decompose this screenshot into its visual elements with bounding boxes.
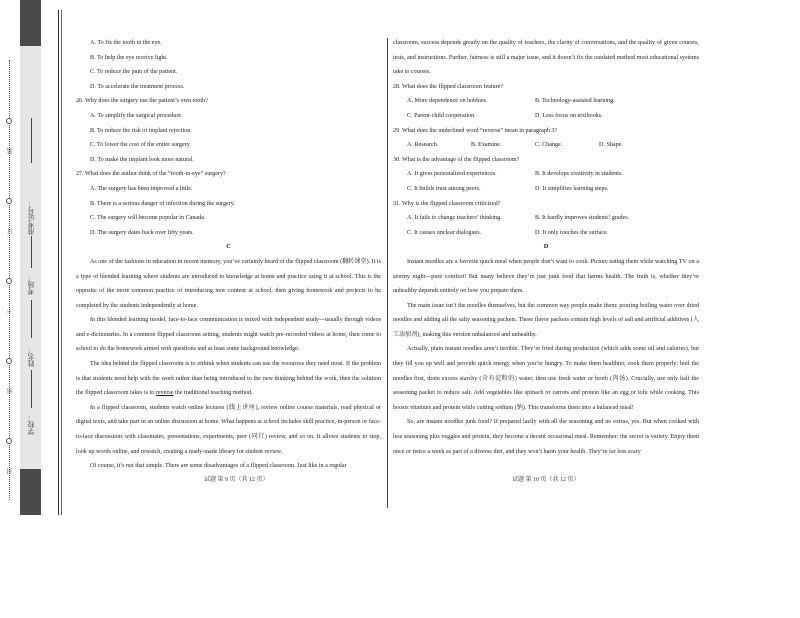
q27-option-a: A. The surgery has been improved a little.	[90, 185, 193, 192]
passage-d-paragraph-1: Instant noodles are a favorite quick meal when people don’t want to cook. Picture eating them while watching TV on a stormy night—pure comfort! But many believe they’re just junk food that harms health. The truth is, whether they’re unhealthy depends entirely on how you prepare them.	[393, 258, 699, 295]
q28-option-c: C. Parent-child cooperation.	[407, 112, 476, 119]
question-28: 28. What does the flipped classroom feature?	[393, 83, 504, 90]
q28-options-row-2	[393, 109, 699, 124]
section-c-heading: C	[226, 243, 231, 251]
section-d-heading: D	[543, 243, 549, 251]
binding-strip	[0, 0, 62, 515]
q30-option-c: C. It builds trust among peers.	[407, 185, 481, 192]
q28-option-a: A. More dependence on hobbies.	[407, 98, 488, 105]
exam-room-label: 考场：	[27, 274, 35, 295]
q26-option-d: D. To make the implant look more natural.	[90, 156, 194, 163]
question-27: 27. What does the author think of the “tooth-in-eye” surgery?	[76, 171, 226, 178]
q30-option-b: B. It develops creativity in students.	[535, 171, 623, 178]
name-label: 姓名：	[27, 346, 35, 367]
exam-number-label: 准考证号：	[27, 200, 35, 235]
q31-options-row-1	[393, 211, 699, 226]
q26-option-a: A. To simplify the surgical procedure.	[90, 112, 183, 119]
binding-tag: 密	[7, 388, 14, 394]
exam-number-blank	[31, 118, 32, 163]
paragraph-3-text-end: the traditional teaching method.	[173, 390, 253, 397]
passage-c-continued: classroom, success depends greatly on the quality of teachers, the clarity of conversations, and the quality of given courses, tests, and instructions. Further, fairness is still a major issue, and it doesn’t fix the outdated method most educational systems take to courses.	[393, 40, 699, 76]
q31-option-a: A. It fails to change teachers’ thinking.	[407, 215, 502, 222]
q29-option-a: A. Research.	[407, 142, 439, 149]
q29-option-d: D. Shape.	[599, 142, 623, 149]
q30-options-row-1	[393, 167, 699, 182]
question-30: 30. What is the advantage of the flipped classroom?	[393, 156, 520, 163]
exam-room-blank	[31, 236, 32, 268]
passage-c-paragraph-3	[76, 357, 381, 401]
passage-c-paragraph-5: Of course, it’s not that simple. There are some disadvantages of a flipped classroom. Just like in a regular	[90, 463, 347, 470]
passage-c-paragraph-4: In a flipped classroom, students watch online lectures (线上讲座), review online course materials, read physical or digital texts, and take part in an online discussion at home. What happens at school includes skill practice, in-person or face-to-face discussions with classmates, presentations, experiments, peer (同行) review, and so on. It allows students to stop, look up words online, and rewatch, creating a ready-made library for student review.	[76, 404, 381, 455]
q30-option-a: A. It gives personalized experiences.	[407, 171, 497, 178]
school-blank	[31, 370, 32, 408]
q31-option-b: B. It hardly improves students’ grades.	[535, 215, 630, 222]
q27-option-c: C. The surgery will become popular in Canada.	[90, 215, 206, 222]
binding-hole-icon	[6, 198, 12, 204]
q30-options-row-2	[393, 182, 699, 197]
q25-option-c: C. To reduce the pain of the patient.	[90, 69, 178, 76]
school-label: 学校：	[27, 414, 35, 435]
binding-border-line	[61, 10, 62, 515]
passage-c-paragraph-1: As one of the fashions in education in recent memory, you’ve certainly heard of the flipped classroom (翻转课堂). It is a type of blended learning where students are introduced to knowledge at home and practice using it at school. This is the opposite of the more common practice of introducing new content at school, then giving homework and projects to be completed by the students independently at home.	[76, 258, 381, 309]
paragraph-3-text: The idea behind the flipped classroom is to rethink when students can use the resources they need most. If the problem is that students need help with the work rather than being introduced to the new thinking behind the work, then the solution the flipped classroom takes is to	[76, 361, 381, 397]
q25-option-d: D. To accelerate the treatment process.	[90, 83, 185, 90]
q31-options-row-2	[393, 226, 699, 241]
q27-option-b: B. There is a serious danger of infection during the surgery.	[90, 200, 235, 207]
binding-tag: 订	[7, 228, 14, 234]
q26-option-c: C. To lower the cost of the entire surgery.	[90, 142, 191, 149]
page-footer-right: 试题 第 10 页（共 12 页）	[512, 477, 580, 483]
column-divider	[387, 38, 388, 508]
binding-tag: 封	[7, 468, 14, 474]
question-29: 29. What does the underlined word “reverse” mean in paragraph 3?	[393, 127, 558, 134]
binding-dark-block	[20, 0, 41, 46]
q28-option-b: B. Technology-assisted learning.	[535, 98, 615, 105]
q31-option-d: D. It only touches the surface.	[535, 229, 609, 236]
binding-tag: 不	[7, 308, 14, 314]
binding-dark-block	[20, 469, 41, 515]
q25-option-b: B. To help the eye receive light.	[90, 54, 168, 61]
left-column	[76, 36, 381, 474]
binding-hole-icon	[6, 118, 12, 124]
q28-option-d: D. Less focus on textbooks.	[535, 112, 603, 119]
question-26: 26. Why does the surgery use the patient’s own tooth?	[76, 98, 208, 105]
passage-c-paragraph-2: In this blended learning model, face-to-face communication is mixed with independent study—usually through videos and e-dictionaries. In a common flipped classroom setting, students might watch pre-recorded videos at home, then come to school to do the homework armed with questions and at least some background knowledge.	[76, 317, 381, 353]
binding-hole-icon	[6, 438, 12, 444]
q26-option-b: B. To reduce the risk of implant rejection.	[90, 127, 192, 134]
binding-hole-icon	[6, 358, 12, 364]
question-31: 31. Why is the flipped classroom criticized?	[393, 200, 501, 207]
passage-d-paragraph-2: The main issue isn’t the noodles themselves, but the common way people make them: pouring boiling water over dried noodles and adding all the salty seasoning packets. These flavor packets contain high levels of salt and artificial additives (人工添加剂), making this version unbalanced and unhealthy.	[393, 302, 699, 338]
q29-option-c: C. Change.	[535, 142, 563, 149]
binding-hole-icon	[6, 278, 12, 284]
right-column	[393, 36, 699, 459]
q27-option-d: D. The surgery dates back over fifty years.	[90, 229, 194, 236]
binding-tag: 装	[7, 148, 14, 154]
q29-option-b: B. Examine.	[471, 142, 502, 149]
q30-option-d: D. It simplifies learning steps.	[535, 185, 609, 192]
binding-border-line	[58, 10, 59, 515]
q28-options-row-1	[393, 94, 699, 109]
passage-d-paragraph-3: Actually, plain instant noodles aren’t terrible. They’re fried during production (which adds some oil and calories), but they fill you up well and provide quick energy when you’re hungry. To make them healthier, cook them properly: boil the noodles first, drain excess starchy (含有淀粉的) water, then use fresh water or broth (肉汤). Crucially, use only half the seasoning packet to reduce salt. Add vegetables like spinach or carrots and protein like an egg or tofu while cooking. This boosts vitamins and protein while cutting sodium (钠). This transforms them into a balanced meal!	[393, 346, 699, 411]
passage-d-paragraph-4: So, are instant noodles junk food? If prepared lazily with all the seasoning and no extras, yes. But when cooked with less seasoning plus veggies and protein, they become a decent occasional meal. Remember: the secret is variety. Enjoy them once or twice a week as part of a diverse diet, and they won’t harm your health. They’re far less scary	[393, 419, 699, 455]
q25-option-a: A. To fix the tooth in the eye.	[90, 40, 162, 46]
name-blank	[31, 300, 32, 338]
q31-option-c: C. It causes unclear dialogues.	[407, 229, 482, 236]
page-footer-left: 试题 第 9 页（共 12 页）	[204, 477, 269, 483]
q29-options-row	[393, 138, 699, 153]
underlined-word-reverse: reverse	[155, 390, 174, 397]
